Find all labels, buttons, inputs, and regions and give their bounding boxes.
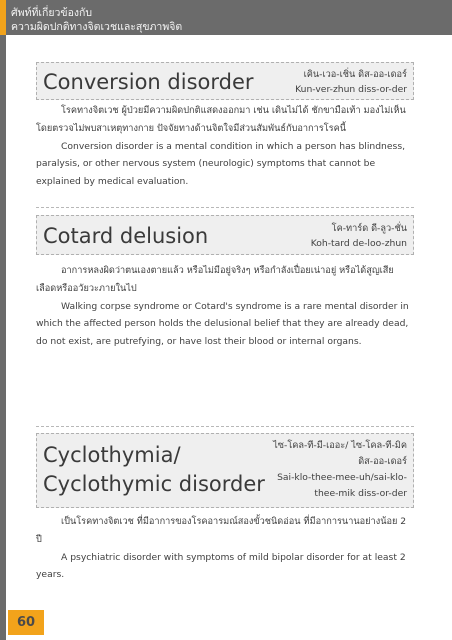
chapter-header bbox=[0, 0, 452, 35]
term-title bbox=[43, 441, 265, 499]
pronunciation-line1: ไซ-โคล-ที-มี-เออะ/ ไซ-โคล-ที-มิค bbox=[273, 440, 407, 451]
term-title: Conversion disorder bbox=[43, 70, 254, 94]
term-title-line2: Cyclothymic disorder bbox=[43, 472, 265, 496]
pronunciation-line4: thee-mik diss-or-der bbox=[314, 488, 407, 499]
term-box-cyclothymia bbox=[36, 433, 414, 508]
divider bbox=[36, 426, 414, 427]
description-thai: อาการหลงผิดว่าตนเองตายแล้ว หรือไม่มีอยู่จริงๆ หรือกำลังเปื่อยเน่าอยู่ หรือได้สูญเสียเลือดหรืออวัยวะภายในไป bbox=[36, 265, 394, 294]
pronunciation-line2: ดิส-ออ-เดอร์ bbox=[358, 456, 407, 467]
header-title-line2: ความผิดปกติทางจิตเวชและสุขภาพจิต bbox=[11, 21, 183, 33]
pronunciation bbox=[273, 438, 407, 502]
header-accent-bar bbox=[0, 0, 6, 35]
left-sidebar-strip bbox=[0, 35, 6, 640]
term-title: Cotard delusion bbox=[43, 224, 209, 248]
pronunciation bbox=[311, 221, 407, 251]
description-english: Walking corpse syndrome or Cotard's syndrome is a rare mental disorder in which the affected person holds the delusional belief that they are already dead, do not exist, are putrefying, or have lost their blood or internal organs. bbox=[36, 300, 409, 348]
pronunciation-thai: เคิน-เวอ-เชิ่น ดิส-ออ-เดอร์ bbox=[303, 69, 407, 80]
term-description bbox=[36, 102, 414, 191]
pronunciation-roman: Kun-ver-zhun diss-or-der bbox=[295, 84, 407, 95]
term-box-cotard-delusion bbox=[36, 215, 414, 255]
description-thai: โรคทางจิตเวช ผู้ป่วยมีความผิดปกติแสดงออกมา เช่น เดินไม่ได้ ชักขามือเท้า มองไม่เห็น โดยตรวจไม่พบสาเหตุทางกาย ปัจจัยทางด้านจิตใจมีส่วนสัมพันธ์กับอาการโรคนี้ bbox=[36, 105, 406, 134]
term-box-conversion-disorder bbox=[36, 62, 414, 100]
description-thai: เป็นโรคทางจิตเวช ที่มีอาการของโรคอารมณ์สองขั้วชนิดอ่อน ที่มีอาการนานอย่างน้อย 2 ปี bbox=[36, 516, 407, 545]
term-title-line1: Cyclothymia/ bbox=[43, 443, 181, 467]
pronunciation bbox=[295, 67, 407, 97]
pronunciation-roman: Koh-tard de-loo-zhun bbox=[310, 238, 407, 249]
page-number: 60 bbox=[8, 610, 44, 635]
pronunciation-line3: Sai-klo-thee-mee-uh/sai-klo- bbox=[277, 472, 407, 483]
description-english: Conversion disorder is a mental condition in which a person has blindness, paralysis, or other nervous system (neurologic) symptoms that cannot be explained by medical evaluation. bbox=[36, 140, 406, 188]
term-description bbox=[36, 513, 414, 584]
term-description bbox=[36, 262, 414, 351]
divider bbox=[36, 207, 414, 208]
description-english: A psychiatric disorder with symptoms of mild bipolar disorder for at least 2 years. bbox=[36, 551, 406, 581]
pronunciation-thai: โค-ทาร์ด ดี-ลูว-ชั่น bbox=[331, 223, 407, 234]
header-title-line1: ศัพท์ที่เกี่ยวข้องกับ bbox=[11, 7, 93, 19]
